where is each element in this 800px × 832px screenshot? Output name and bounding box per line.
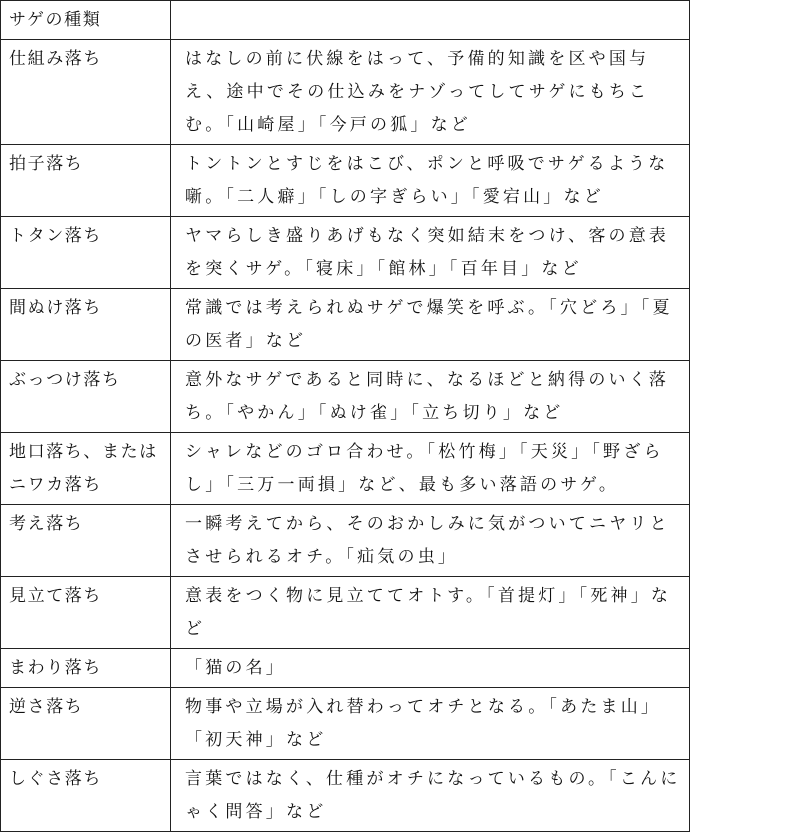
table-row — [1, 145, 690, 217]
row-description-cell: 意表をつく物に見立ててオトす。「首提灯」「死神」など — [171, 577, 690, 649]
table-row — [1, 361, 690, 433]
row-description-cell: 言葉ではなく、仕種がオチになっているもの。「こんにゃく問答」など — [171, 760, 690, 832]
row-description-cell: 一瞬考えてから、そのおかしみに気がついてニヤリとさせられるオチ。「疝気の虫」 — [171, 505, 690, 577]
table-row — [1, 760, 690, 832]
row-description-cell: ヤマらしき盛りあげもなく突如結末をつけ、客の意表を突くサゲ。「寝床」「館林」「百年目」など — [171, 217, 690, 289]
table-row — [1, 40, 690, 145]
row-type-cell: 拍子落ち — [1, 145, 171, 217]
table-row — [1, 289, 690, 361]
table-header-row — [1, 1, 690, 40]
row-description-cell: トントンとすじをはこび、ポンと呼吸でサゲるような噺。「二人癖」「しの字ぎらい」「愛宕山」など — [171, 145, 690, 217]
row-type-cell: ぶっつけ落ち — [1, 361, 171, 433]
header-type-cell: サゲの種類 — [1, 1, 171, 40]
table-row — [1, 577, 690, 649]
table-row — [1, 649, 690, 688]
row-type-cell: 地口落ち、またはニワカ落ち — [1, 433, 171, 505]
row-description-cell: 物事や立場が入れ替わってオチとなる。「あたま山」「初天神」など — [171, 688, 690, 760]
header-description-cell — [171, 1, 690, 40]
table-row — [1, 688, 690, 760]
table-row — [1, 505, 690, 577]
row-description-cell: 常識では考えられぬサゲで爆笑を呼ぶ。「穴どろ」「夏の医者」など — [171, 289, 690, 361]
row-type-cell: しぐさ落ち — [1, 760, 171, 832]
row-description-cell: シャレなどのゴロ合わせ。「松竹梅」「天災」「野ざらし」「三万一両損」など、最も多い落語のサゲ。 — [171, 433, 690, 505]
row-description-cell: 意外なサゲであると同時に、なるほどと納得のいく落ち。「やかん」「ぬけ雀」「立ち切り」など — [171, 361, 690, 433]
row-type-cell: 間ぬけ落ち — [1, 289, 171, 361]
row-type-cell: 考え落ち — [1, 505, 171, 577]
row-type-cell: 仕組み落ち — [1, 40, 171, 145]
row-type-cell: トタン落ち — [1, 217, 171, 289]
row-type-cell: 見立て落ち — [1, 577, 171, 649]
row-description-cell: 「猫の名」 — [171, 649, 690, 688]
row-type-cell: まわり落ち — [1, 649, 171, 688]
table-row — [1, 217, 690, 289]
row-type-cell: 逆さ落ち — [1, 688, 171, 760]
row-description-cell: はなしの前に伏線をはって、予備的知識を区や国与え、途中でその仕込みをナゾってしてサゲにもちこむ。「山崎屋」「今戸の狐」など — [171, 40, 690, 145]
table-row — [1, 433, 690, 505]
